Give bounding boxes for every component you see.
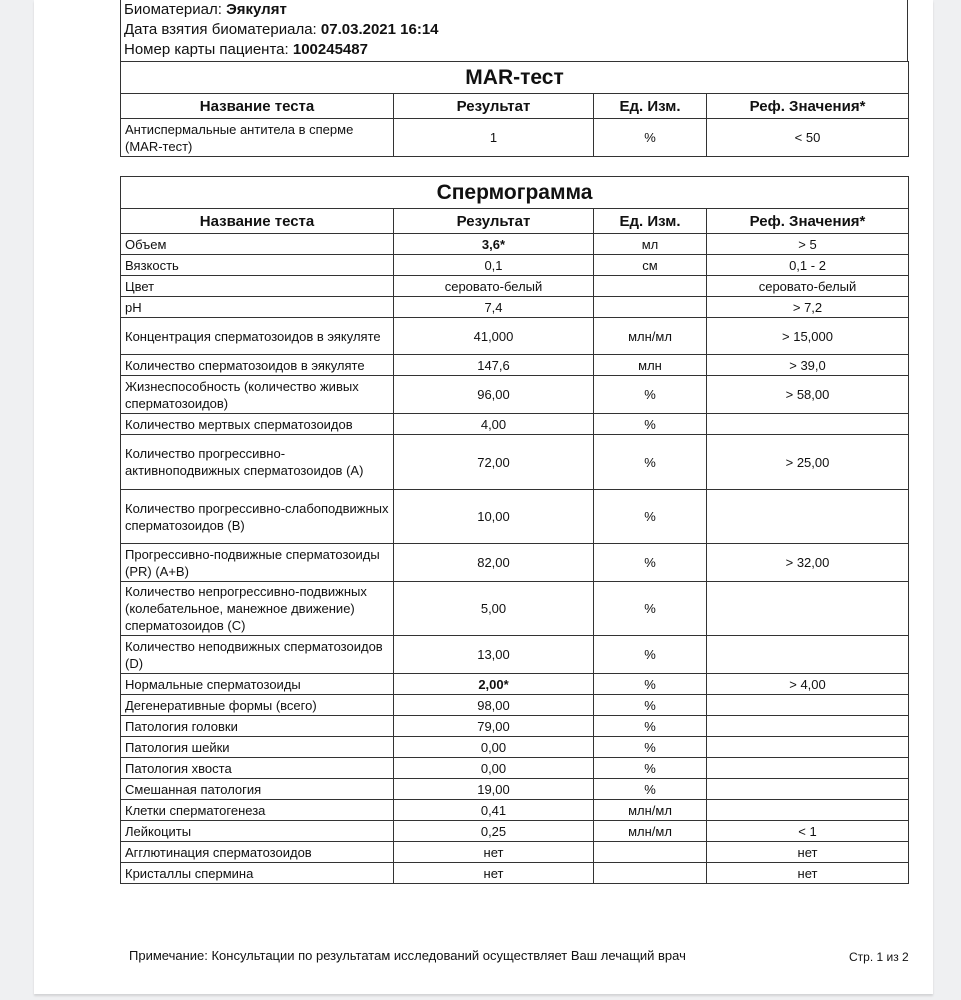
test-unit: % — [594, 737, 707, 758]
test-name: Лейкоциты — [121, 821, 394, 842]
test-unit: млн/мл — [594, 318, 707, 355]
table-row — [121, 297, 909, 318]
table-row — [121, 490, 909, 544]
patient-card-value: 100245487 — [292, 41, 368, 58]
test-name: Вязкость — [121, 255, 394, 276]
test-unit — [594, 863, 707, 884]
col-header-result: Результат — [394, 209, 594, 234]
table-row — [121, 435, 909, 490]
table-row — [121, 737, 909, 758]
test-unit: % — [594, 435, 707, 490]
col-header-name: Название теста — [121, 94, 394, 119]
test-unit: % — [594, 490, 707, 544]
test-name: Цвет — [121, 276, 394, 297]
test-ref: > 25,00 — [707, 435, 909, 490]
table-row — [121, 636, 909, 674]
test-unit: % — [594, 674, 707, 695]
test-ref — [707, 582, 909, 636]
test-ref: > 58,00 — [707, 376, 909, 414]
test-result: серовато-белый — [394, 276, 594, 297]
footer-note: Примечание: Консультации по результатам исследований осуществляет Ваш лечащий врач — [129, 948, 686, 963]
test-result: 4,00 — [394, 414, 594, 435]
test-name: Количество неподвижных сперматозоидов (D) — [121, 636, 394, 674]
table-row — [121, 234, 909, 255]
test-name: Нормальные сперматозоиды — [121, 674, 394, 695]
test-name: Смешанная патология — [121, 779, 394, 800]
test-name: Объем — [121, 234, 394, 255]
test-result: 147,6 — [394, 355, 594, 376]
test-name: Концентрация сперматозоидов в эякуляте — [121, 318, 394, 355]
test-result: 98,00 — [394, 695, 594, 716]
col-header-name: Название теста — [121, 209, 394, 234]
table-row — [121, 376, 909, 414]
test-unit: % — [594, 414, 707, 435]
test-name: Жизнеспособность (количество живых сперматозоидов) — [121, 376, 394, 414]
test-ref: > 4,00 — [707, 674, 909, 695]
report-page — [34, 0, 933, 994]
test-result: 72,00 — [394, 435, 594, 490]
table-row — [121, 758, 909, 779]
test-result: 0,1 — [394, 255, 594, 276]
col-header-unit: Ед. Изм. — [594, 94, 707, 119]
col-header-result: Результат — [394, 94, 594, 119]
test-ref: < 50 — [707, 119, 909, 157]
test-name: Количество сперматозоидов в эякуляте — [121, 355, 394, 376]
spermogram-title: Спермограмма — [121, 177, 909, 209]
sample-date-line — [121, 20, 907, 40]
test-name: Количество прогрессивно-активноподвижных сперматозоидов (A) — [121, 435, 394, 490]
table-row — [121, 414, 909, 435]
table-row — [121, 255, 909, 276]
table-row — [121, 119, 909, 157]
test-unit: % — [594, 119, 707, 157]
table-row — [121, 582, 909, 636]
test-name: Количество непрогрессивно-подвижных (колебательное, манежное движение) сперматозоидов (C) — [121, 582, 394, 636]
patient-card-label: Номер карты пациента: — [124, 41, 293, 58]
test-result: 7,4 — [394, 297, 594, 318]
test-ref: > 7,2 — [707, 297, 909, 318]
test-unit: млн/мл — [594, 800, 707, 821]
test-result: 0,00 — [394, 758, 594, 779]
table-row — [121, 842, 909, 863]
test-ref: серовато-белый — [707, 276, 909, 297]
test-result: нет — [394, 842, 594, 863]
test-unit: млн/мл — [594, 821, 707, 842]
test-name: pH — [121, 297, 394, 318]
test-unit — [594, 276, 707, 297]
test-result: 3,6* — [394, 234, 594, 255]
col-header-ref: Реф. Значения* — [707, 209, 909, 234]
test-result: 0,25 — [394, 821, 594, 842]
test-ref — [707, 695, 909, 716]
page-number: Стр. 1 из 2 — [849, 950, 909, 964]
table-row — [121, 695, 909, 716]
mar-test-table — [120, 61, 909, 157]
test-ref: > 39,0 — [707, 355, 909, 376]
test-unit: % — [594, 636, 707, 674]
test-unit — [594, 842, 707, 863]
test-name: Количество прогрессивно-слабоподвижных сперматозоидов (B) — [121, 490, 394, 544]
table-row — [121, 821, 909, 842]
test-name: Патология головки — [121, 716, 394, 737]
test-name: Агглютинация сперматозоидов — [121, 842, 394, 863]
test-name: Кристаллы спермина — [121, 863, 394, 884]
test-ref — [707, 800, 909, 821]
test-ref — [707, 490, 909, 544]
test-name: Антиспермальные антитела в сперме (MAR-тест) — [121, 119, 394, 157]
test-result: 19,00 — [394, 779, 594, 800]
test-ref: < 1 — [707, 821, 909, 842]
test-result: нет — [394, 863, 594, 884]
test-result: 10,00 — [394, 490, 594, 544]
test-ref: 0,1 - 2 — [707, 255, 909, 276]
patient-card-line — [121, 40, 907, 60]
spermogram-table — [120, 176, 909, 884]
table-row — [121, 544, 909, 582]
sample-date-value: 07.03.2021 16:14 — [320, 21, 439, 38]
test-result: 13,00 — [394, 636, 594, 674]
test-name: Патология хвоста — [121, 758, 394, 779]
test-name: Клетки сперматогенеза — [121, 800, 394, 821]
test-ref — [707, 779, 909, 800]
test-ref — [707, 636, 909, 674]
test-ref — [707, 758, 909, 779]
test-result: 0,41 — [394, 800, 594, 821]
test-result: 79,00 — [394, 716, 594, 737]
patient-info — [120, 0, 908, 61]
test-ref: > 5 — [707, 234, 909, 255]
test-unit: % — [594, 376, 707, 414]
mar-test-title: MAR-тест — [121, 62, 909, 94]
test-result: 41,000 — [394, 318, 594, 355]
test-name: Патология шейки — [121, 737, 394, 758]
test-unit: % — [594, 582, 707, 636]
test-ref: нет — [707, 863, 909, 884]
test-ref — [707, 737, 909, 758]
table-row — [121, 318, 909, 355]
test-result: 82,00 — [394, 544, 594, 582]
sample-date-label: Дата взятия биоматериала: — [124, 21, 321, 38]
test-result: 1 — [394, 119, 594, 157]
col-header-unit: Ед. Изм. — [594, 209, 707, 234]
test-result: 0,00 — [394, 737, 594, 758]
test-unit: млн — [594, 355, 707, 376]
table-row — [121, 863, 909, 884]
test-ref: > 32,00 — [707, 544, 909, 582]
biomaterial-label: Биоматериал: — [124, 1, 227, 18]
test-unit: мл — [594, 234, 707, 255]
test-name: Количество мертвых сперматозоидов — [121, 414, 394, 435]
biomaterial-line — [121, 0, 907, 20]
test-unit: % — [594, 544, 707, 582]
test-unit: % — [594, 695, 707, 716]
biomaterial-value: Эякулят — [226, 1, 287, 18]
table-row — [121, 276, 909, 297]
test-unit — [594, 297, 707, 318]
test-unit: % — [594, 716, 707, 737]
table-row — [121, 716, 909, 737]
test-unit: % — [594, 758, 707, 779]
table-row — [121, 800, 909, 821]
col-header-ref: Реф. Значения* — [707, 94, 909, 119]
test-ref — [707, 414, 909, 435]
test-unit: см — [594, 255, 707, 276]
test-ref: > 15,000 — [707, 318, 909, 355]
test-name: Дегенеративные формы (всего) — [121, 695, 394, 716]
table-row — [121, 355, 909, 376]
test-name: Прогрессивно-подвижные сперматозоиды (PR) (A+B) — [121, 544, 394, 582]
table-row — [121, 674, 909, 695]
test-result: 96,00 — [394, 376, 594, 414]
test-unit: % — [594, 779, 707, 800]
test-ref — [707, 716, 909, 737]
test-result: 5,00 — [394, 582, 594, 636]
test-result: 2,00* — [394, 674, 594, 695]
test-ref: нет — [707, 842, 909, 863]
table-row — [121, 779, 909, 800]
